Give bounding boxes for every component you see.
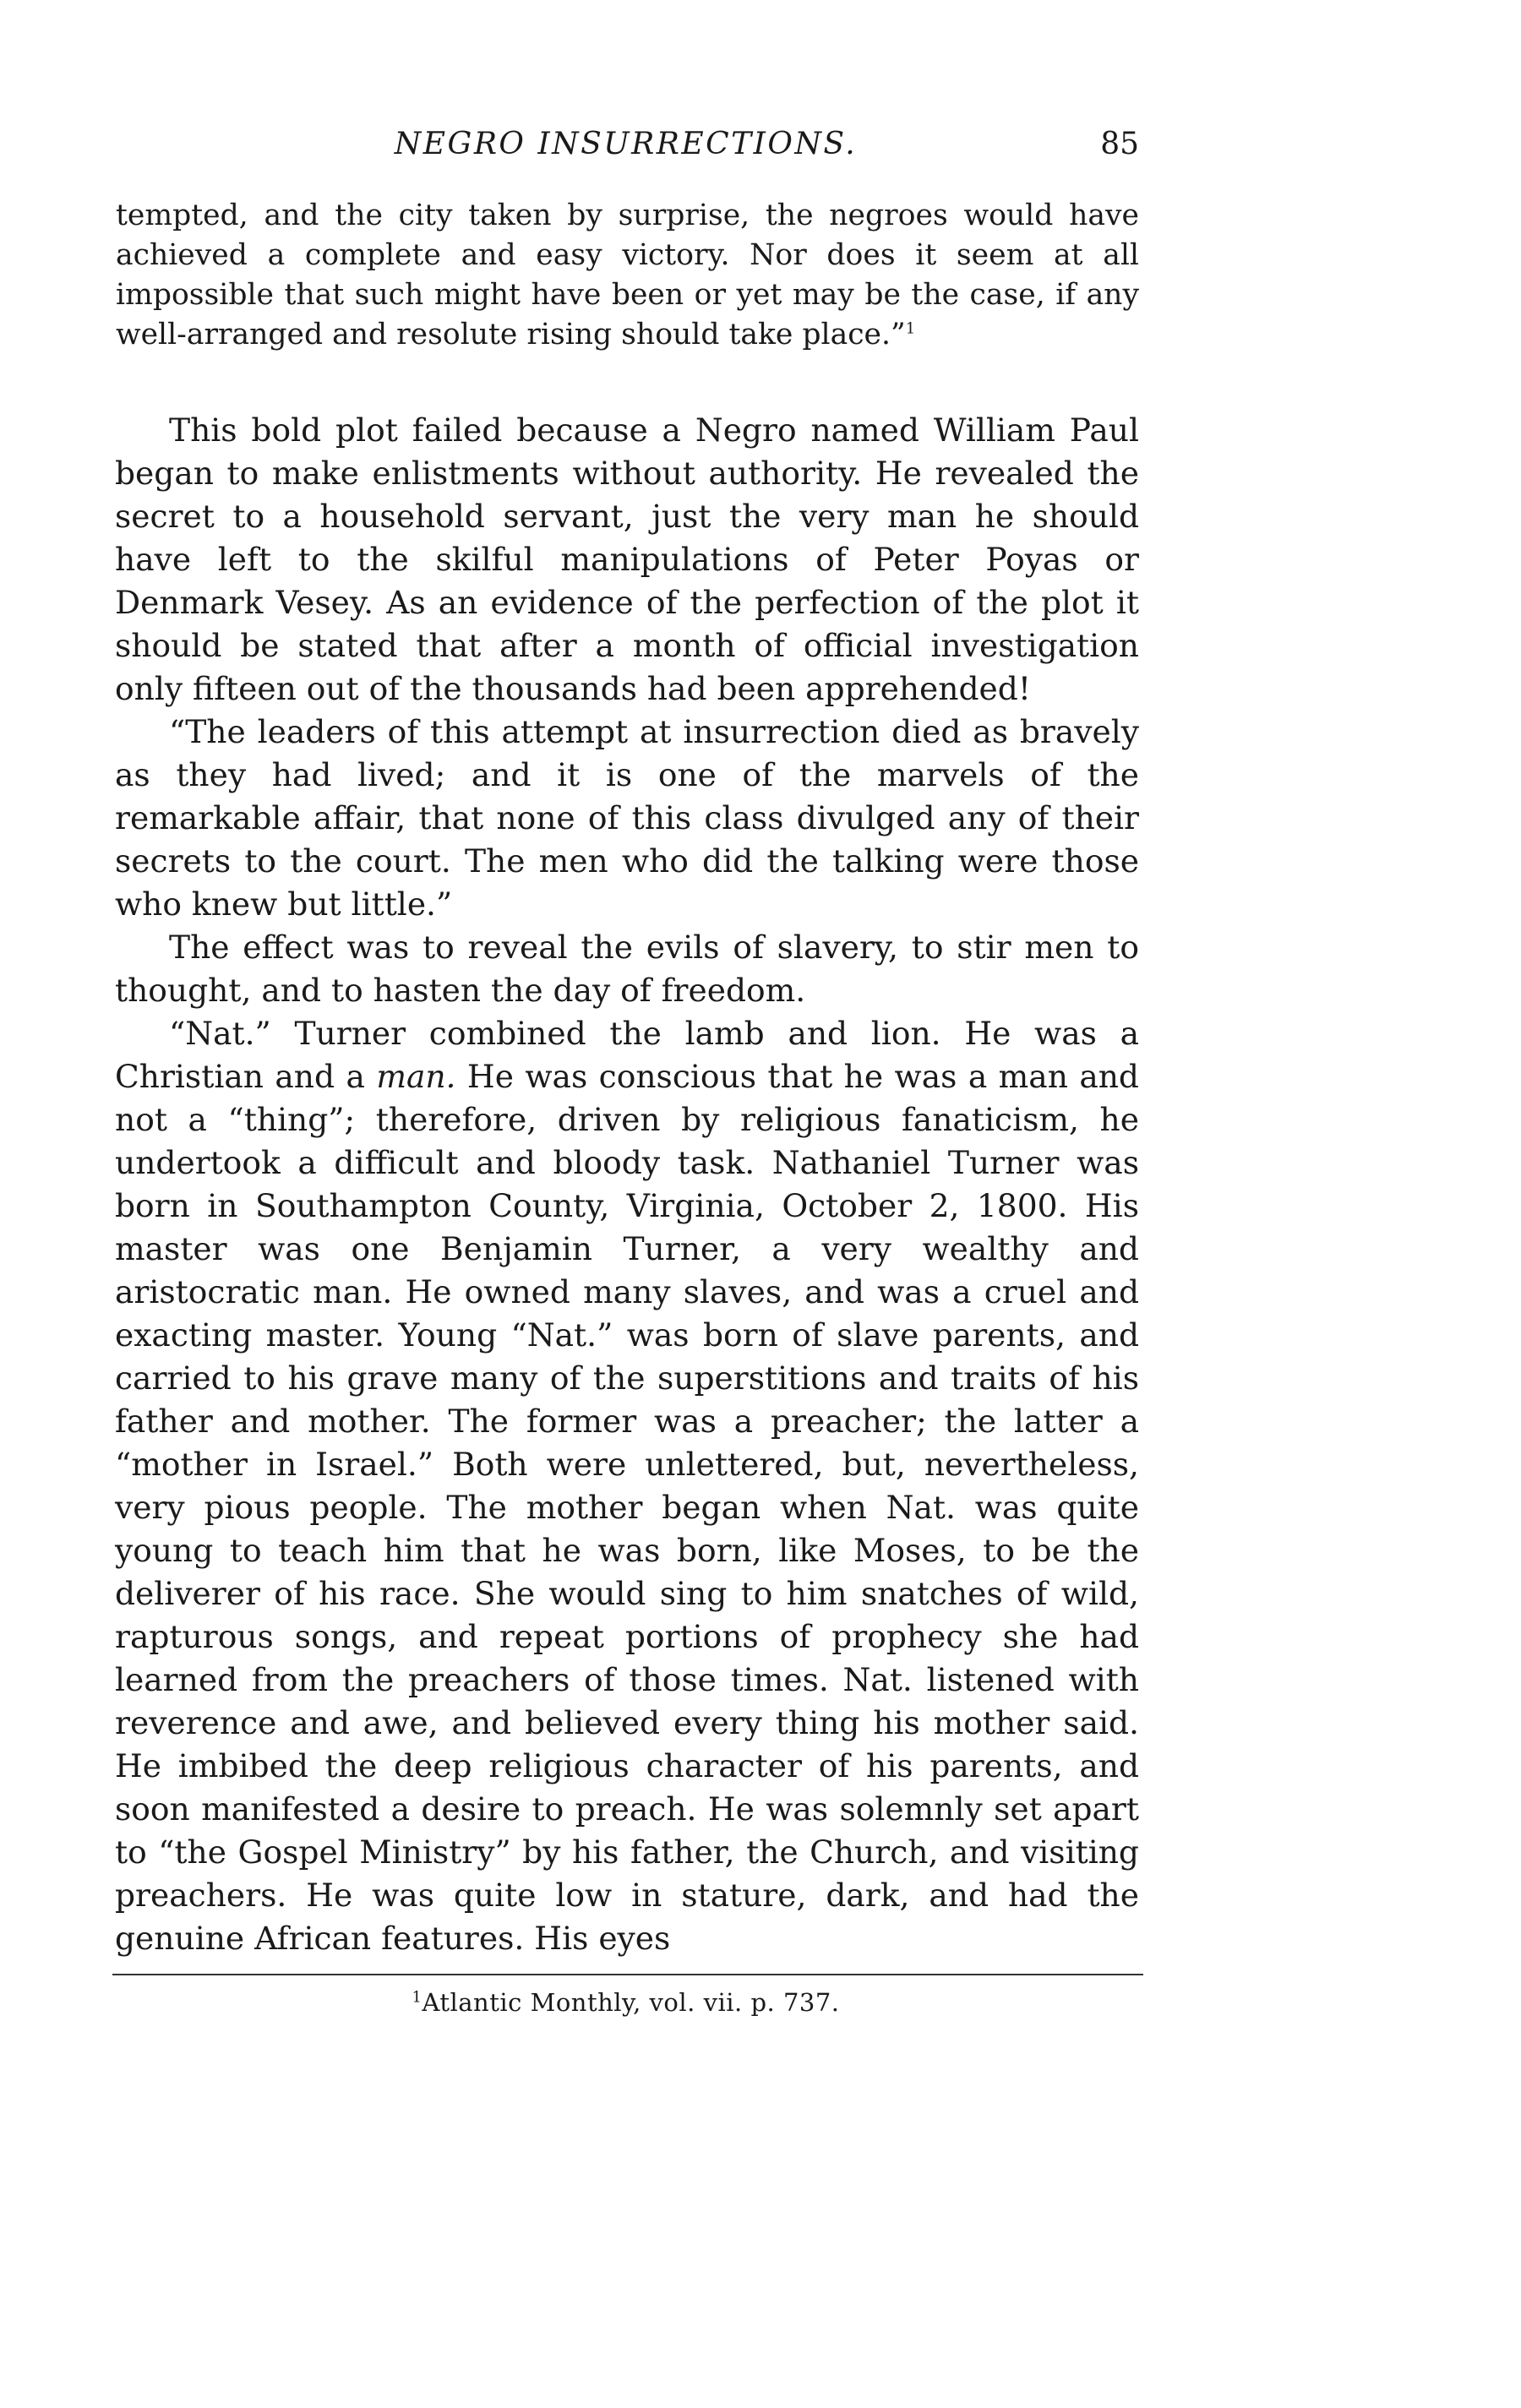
running-head bbox=[112, 127, 1139, 181]
paragraph-text: This bold plot failed because a Negro named William Paul began to make enlistments without authority. He revealed the secret to a household servant, just the very man he should have left to the skilful manipulations of Peter Poyas or Denmark Vesey. As an evidence of the perfection of the plot it should be stated that after a month of official investigation only fifteen out of the thousands had been apprehended! bbox=[115, 411, 1139, 707]
paragraph bbox=[115, 1012, 1139, 1960]
footnote-reference: 1 bbox=[905, 319, 916, 338]
paragraph-text: “Nat.” Turner combined the lamb and lion. He was a Christian and a bbox=[115, 1015, 1139, 1095]
paragraph-text: He was conscious that he was a man and not a “thing”; therefore, driven by religious fanaticism, he undertook a difficult and bloody task. Nathaniel Turner was born in Southampton County, Virginia, October 2, 1800. His master was one Benjamin Turner, a very wealthy and aristocratic man. He owned many slaves, and was a cruel and exacting master. Young “Nat.” was born of slave parents, and carried to his grave many of the superstitions and traits of his father and mother. The former was a preacher; the latter a “mother in Israel.” Both were unlettered, but, nevertheless, very pious people. The mother began when Nat. was quite young to teach him that he was born, like Moses, to be the deliverer of his race. She would sing to him snatches of wild, rapturous songs, and repeat portions of prophecy she had learned from the preachers of those times. Nat. listened with reverence and awe, and believed every thing his mother said. He imbibed the deep religious character of his parents, and soon manifested a desire to preach. He was solemnly set apart to “the Gospel Ministry” by his father, the Church, and visiting preachers. He was quite low in stature, dark, and had the genuine African features. His eyes bbox=[115, 1058, 1139, 1957]
page-number: 85 bbox=[1100, 127, 1139, 161]
paragraph-text: “The leaders of this attempt at insurrection died as bravely as they had lived; and it is one of the marvels of the remarkable affair, that none of this class divulged any of their secrets to the court. The men who did the talking were those who knew but little.” bbox=[115, 713, 1139, 923]
paragraph-text: The effect was to reveal the evils of slavery, to stir men to thought, and to hasten the day of freedom. bbox=[115, 929, 1139, 1009]
paragraph bbox=[115, 926, 1139, 1012]
paragraph bbox=[115, 711, 1139, 926]
paragraph bbox=[115, 409, 1139, 711]
footnote-rule bbox=[112, 1974, 1143, 1975]
quote-continuation bbox=[112, 196, 1139, 355]
footnote-text: Atlantic Monthly, vol. vii. p. 737. bbox=[422, 1988, 840, 2017]
quote-paragraph bbox=[116, 196, 1139, 355]
body-text bbox=[112, 409, 1139, 1960]
emphasized-word: man. bbox=[376, 1058, 456, 1095]
running-title: NEGRO INSURRECTIONS. bbox=[394, 127, 858, 161]
footnote bbox=[112, 1986, 1139, 2019]
book-page bbox=[112, 127, 1139, 2019]
quote-text: tempted, and the city taken by surprise, the negroes would have achieved a complete and easy victory. Nor does it seem at all impossible that such might have been or yet may be the case, if any well-arranged and resolute rising should take place.” bbox=[116, 199, 1139, 351]
footnote-marker: 1 bbox=[412, 1988, 422, 2007]
